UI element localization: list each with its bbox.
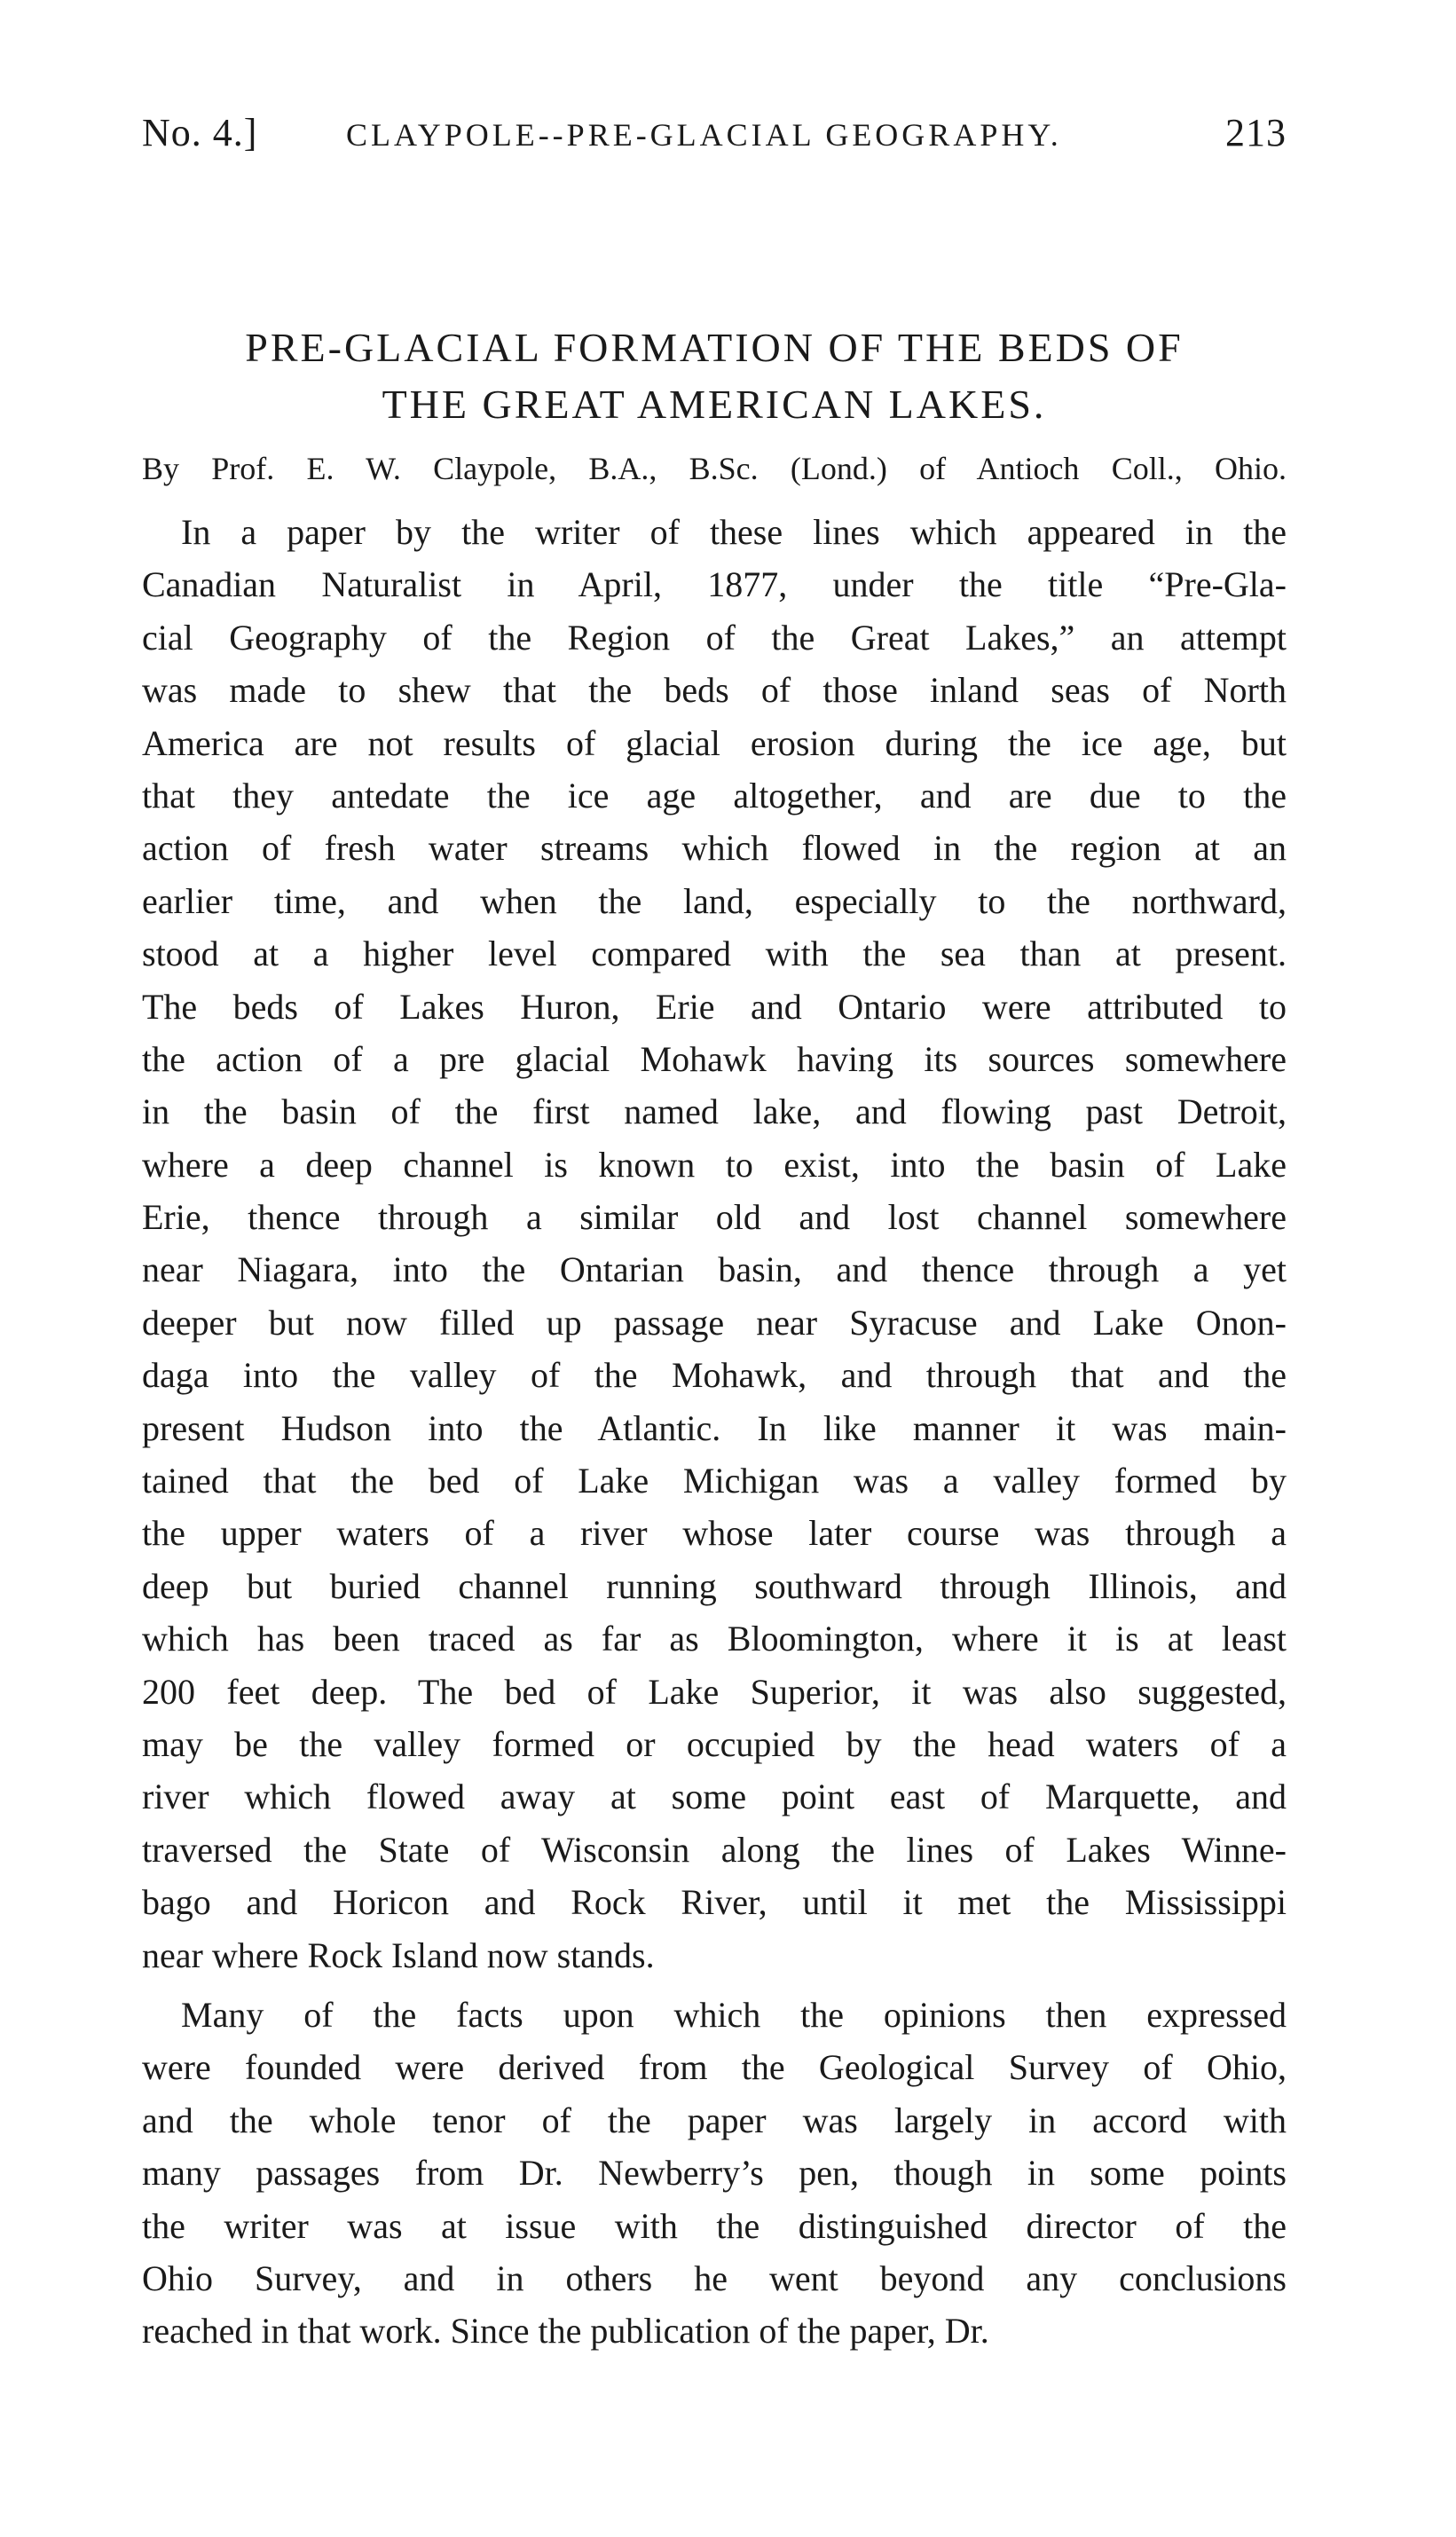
text-line: Many of the facts upon which the opinions then expressed (181, 1994, 1287, 2035)
text-line: America are not results of glacial erosion during the ice age, but (142, 722, 1287, 763)
text-line: Canadian Naturalist in April, 1877, under the title “Pre-Gla- (142, 564, 1287, 605)
text-line: Ohio Survey, and in others he went beyond any conclusions (142, 2257, 1287, 2298)
text-line: tained that the bed of Lake Michigan was a valley formed by (142, 1461, 1287, 1501)
text-line: 200 feet deep. The bed of Lake Superior, it was also suggested, (142, 1671, 1287, 1712)
text-line: where a deep channel is known to exist, into the basin of Lake (142, 1144, 1287, 1185)
article-title (142, 319, 1287, 433)
text-line: traversed the State of Wisconsin along the lines of Lakes Winne- (142, 1829, 1287, 1870)
text-line: near where Rock Island now stands. (142, 1934, 655, 1975)
running-head (142, 106, 1287, 160)
page-number: 213 (1225, 111, 1287, 154)
article-title-line: PRE-GLACIAL FORMATION OF THE BEDS OF (245, 325, 1184, 370)
text-line: The beds of Lakes Huron, Erie and Ontario were attributed to (142, 986, 1287, 1027)
text-line: may be the valley formed or occupied by the head waters of a (142, 1723, 1287, 1764)
text-line: was made to shew that the beds of those inland seas of North (142, 670, 1287, 711)
issue-number: No. 4.] (142, 111, 258, 154)
text-line: many passages from Dr. Newberry’s pen, though in some points (142, 2153, 1287, 2194)
paragraph (142, 506, 1287, 1982)
text-line: the action of a pre glacial Mohawk having its sources somewhere (142, 1038, 1287, 1079)
running-title: CLAYPOLE--PRE-GLACIAL GEOGRAPHY. (346, 117, 1062, 153)
text-line: the writer was at issue with the distinguished director of the (142, 2205, 1287, 2246)
text-line: reached in that work. Since the publication of the paper, Dr. (142, 2311, 989, 2352)
text-line: were founded were derived from the Geological Survey of Ohio, (142, 2047, 1287, 2088)
text-line: action of fresh water streams which flowed in the region at an (142, 828, 1287, 869)
article-title-line: THE GREAT AMERICAN LAKES. (382, 382, 1047, 427)
byline: By Prof. E. W. Claypole, B.A., B.Sc. (Lond.) of Antioch Coll., Ohio. (142, 451, 1287, 486)
text-line: present Hudson into the Atlantic. In like manner it was main- (142, 1407, 1287, 1448)
text-line: earlier time, and when the land, especially to the northward, (142, 880, 1287, 921)
text-line: deeper but now filled up passage near Syracuse and Lake Onon- (142, 1302, 1287, 1343)
text-line: in the basin of the first named lake, and flowing past Detroit, (142, 1091, 1287, 1132)
text-line: bago and Horicon and Rock River, until it met the Mississippi (142, 1882, 1287, 1923)
text-line: and the whole tenor of the paper was largely in accord with (142, 2100, 1287, 2140)
text-line: near Niagara, into the Ontarian basin, and thence through a yet (142, 1249, 1287, 1290)
text-line: that they antedate the ice age altogether, and are due to the (142, 775, 1287, 815)
paragraph (142, 1989, 1287, 2358)
text-line: Erie, thence through a similar old and lost channel somewhere (142, 1197, 1287, 1238)
text-line: the upper waters of a river whose later course was through a (142, 1513, 1287, 1554)
text-line: which has been traced as far as Bloomington, where it is at least (142, 1619, 1287, 1659)
text-line: river which flowed away at some point east of Marquette, and (142, 1777, 1287, 1817)
text-line: stood at a higher level compared with the sea than at present. (142, 934, 1287, 974)
text-line: daga into the valley of the Mohawk, and through that and the (142, 1355, 1287, 1396)
text-line: cial Geography of the Region of the Great Lakes,” an attempt (142, 617, 1287, 658)
body-text (142, 506, 1287, 2358)
text-line: deep but buried channel running southward through Illinois, and (142, 1565, 1287, 1606)
text-line: In a paper by the writer of these lines which appeared in the (181, 512, 1287, 552)
